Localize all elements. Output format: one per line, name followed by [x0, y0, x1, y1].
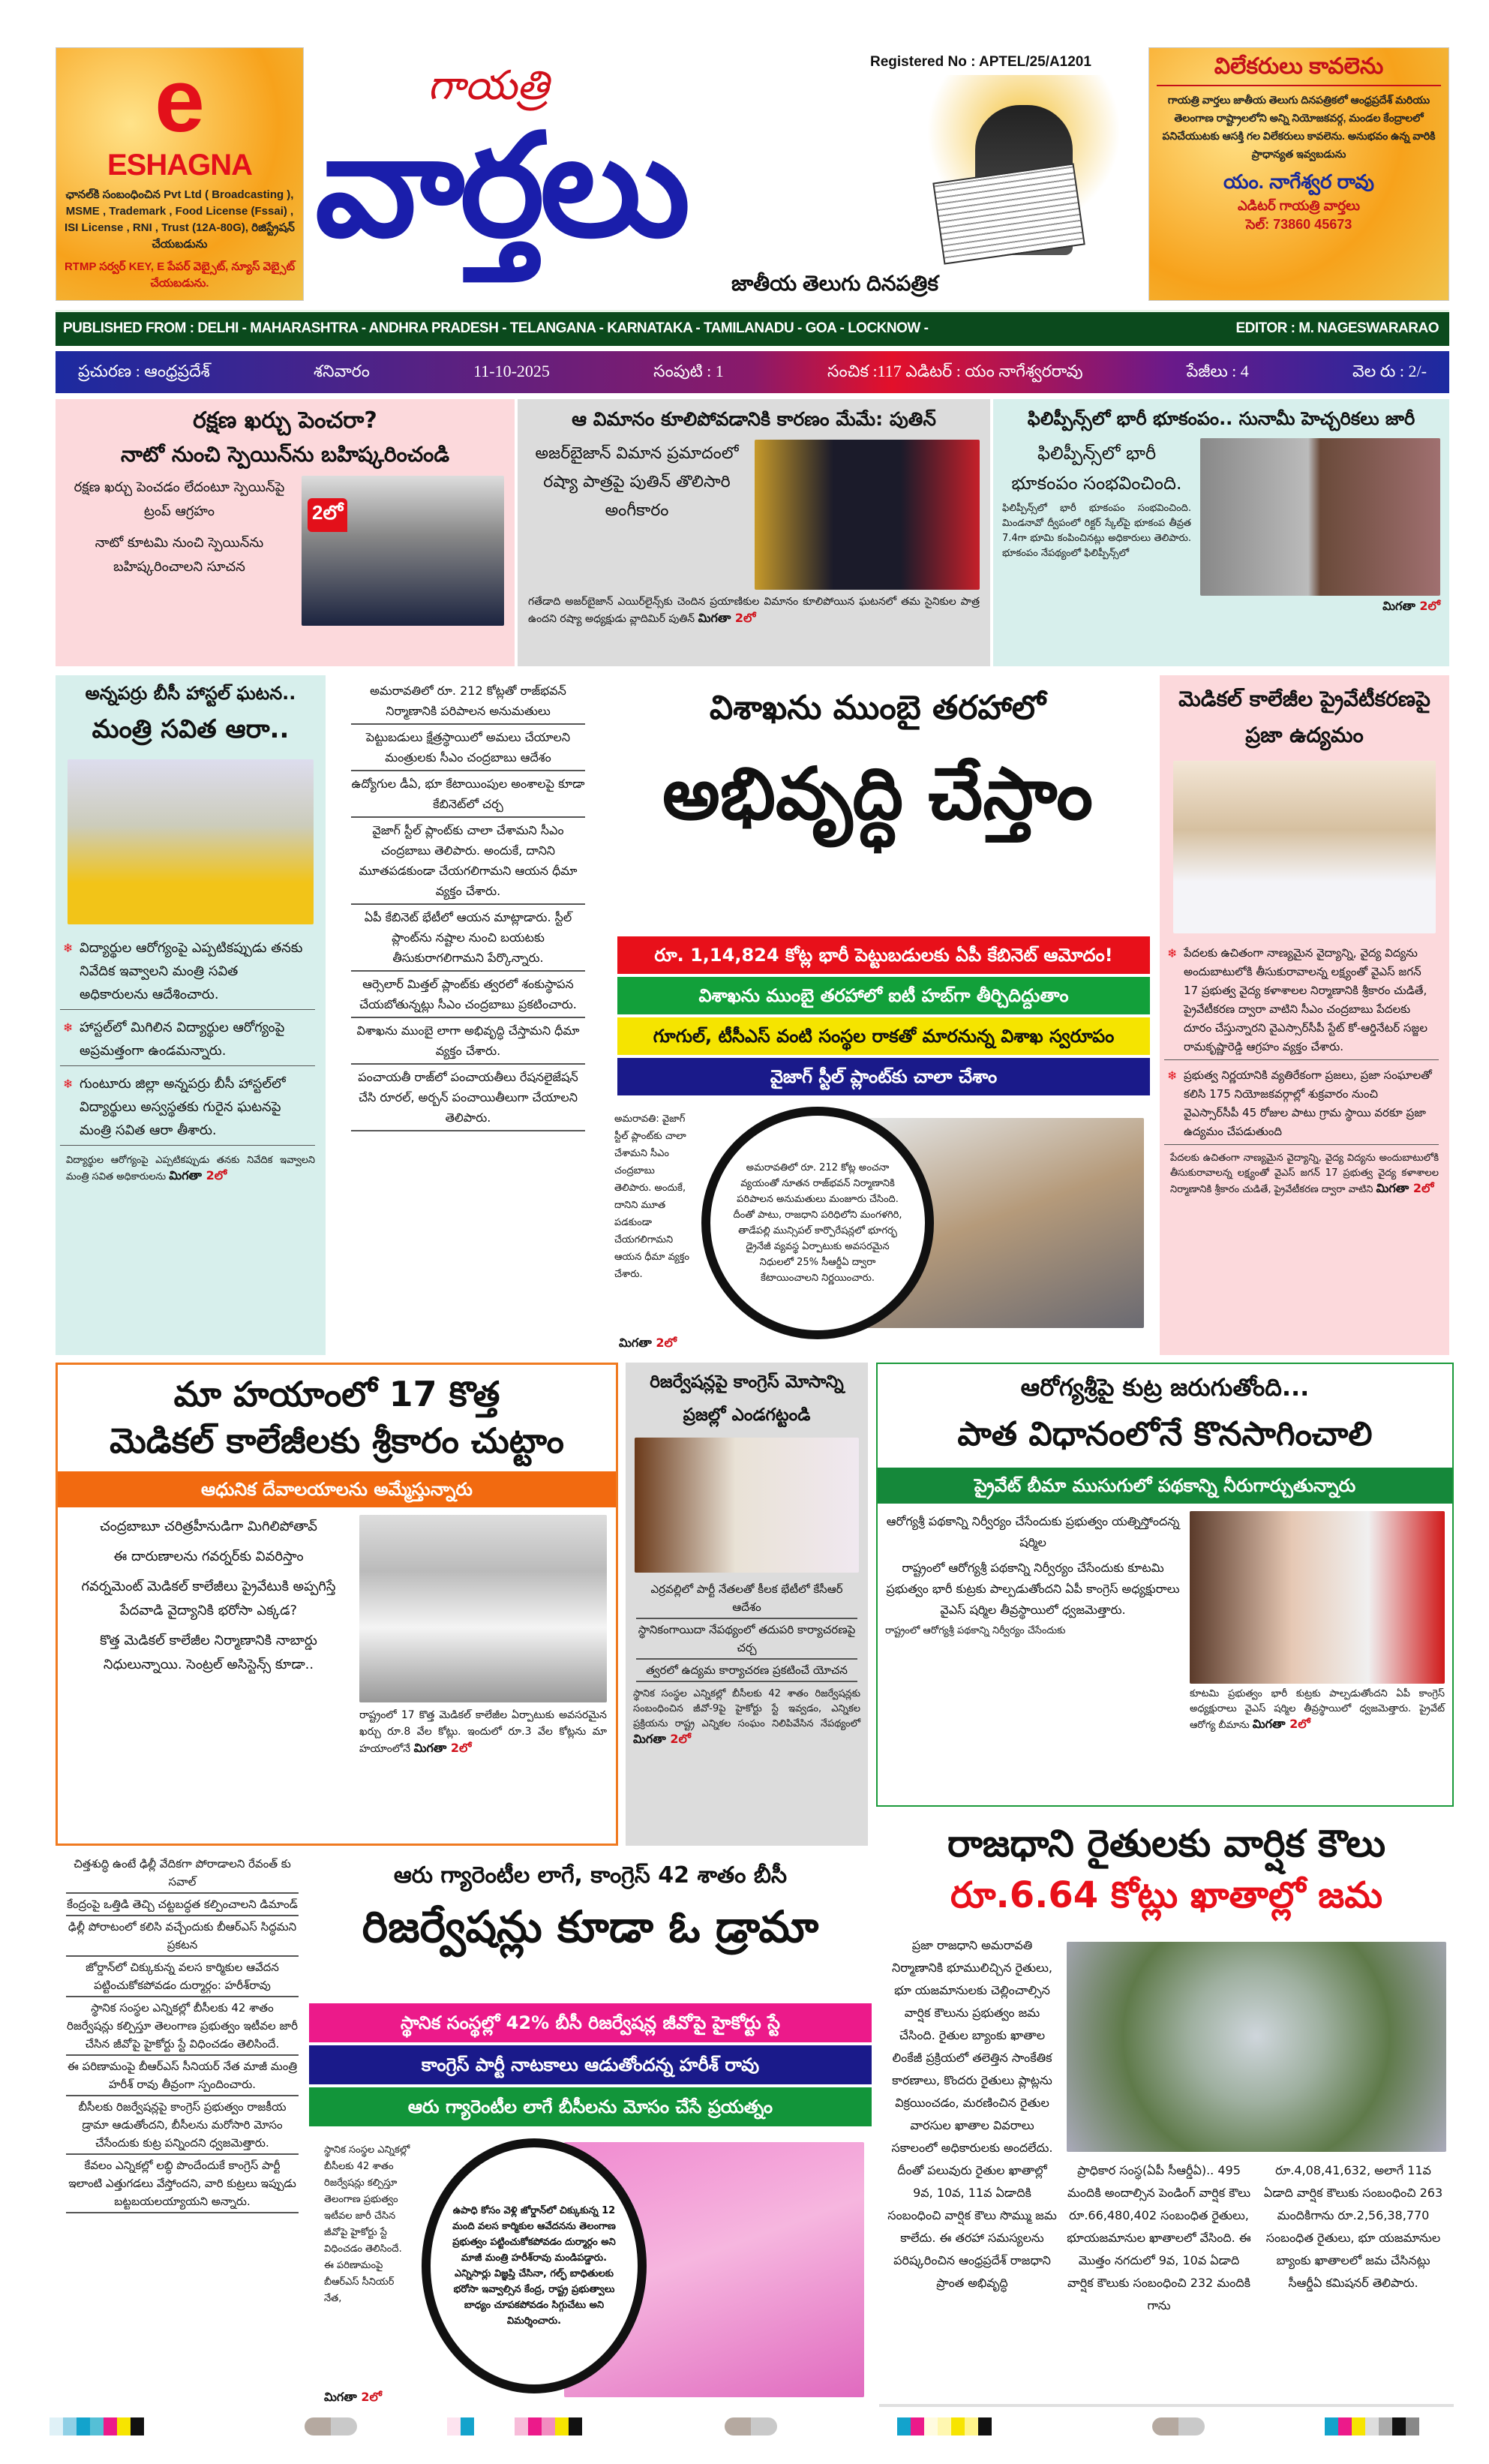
point: ఎర్రవల్లిలో పార్టీ నేతలతో కీలక భేటీలో కేసీఆర్ ఆదేశం [636, 1579, 857, 1619]
volume: సంపుటి : 1 [653, 362, 724, 380]
ad-title: విలేకరులు కావలెను [1157, 54, 1441, 86]
earthquake-photo [1200, 438, 1440, 596]
color-strip [50, 2417, 144, 2438]
article-jagan[interactable] [56, 1363, 618, 1846]
points [67, 1515, 350, 1757]
registration-pill [1152, 2417, 1205, 2435]
cabinet-point: ఏపీ కేబినెట్ భేటీలో ఆయన మాట్లాడారు. స్టీల్ ప్లాంట్‌ను నష్టాల నుంచి బయటకు తీసుకురాగలిగామని పేర్కొన్నారు. [351, 905, 585, 972]
subheadline-bar: ఆధునిక దేవాలయాలను అమ్మేస్తున్నారు [58, 1471, 616, 1507]
continued-link[interactable]: మిగతా 2లో [324, 2390, 382, 2404]
side-text: అమరావతి: వైజాగ్ స్టీల్ ప్లాంట్‌కు చాలా చేశామని సీఎం చంద్రబాబు తెలిపారు. అందుకే, దానిని మూత పడకుండా చేయగలిగామని ఆయన ధీమా వ్యక్తం చేశారు. [614, 1113, 690, 1280]
caption: కూటమి ప్రభుత్వం భారీ కుట్రకు పాల్పడుతోందని ఏపీ కాంగ్రెస్ అధ్యక్షురాలు వైఎస్ షర్మిల తీవ్రస్థాయిలో ధ్వజమెత్తారు. ప్రైవేట్ ఆరోగ్య బీమాను మిగతా 2లో [1190, 1688, 1445, 1731]
eshagna-brand: ESHAGNA [107, 149, 253, 182]
point: ఈ దారుణాలను గవర్నర్‌కు వివరిస్తాం [113, 1549, 304, 1564]
color-swatch [978, 2417, 992, 2435]
minister-photo [68, 759, 314, 924]
eshagna-ad[interactable] [56, 47, 304, 301]
color-swatch [131, 2417, 144, 2435]
harish-point: స్థానిక సంస్థల ఎన్నికల్లో బీసీలకు 42 శాతం రిజర్వేషన్లు కల్పిస్తూ తెలంగాణ ప్రభుత్వం ఇటీవల జారీ చేసిన జీవోపై హైకోర్టు స్టే విధించడం తెలిసిందే. [66, 1997, 299, 2056]
headline: రాజధాని రైతులకు వార్షిక కౌలు [947, 1822, 1386, 1865]
harish-point: కేవలం ఎన్నికల్లో లబ్ధి పొందేందుకే కాంగ్రెస్ పార్టీ ఇలాంటి ఎత్తుగడలు వేస్తోందని, వారి కుట్రలు ఇప్పుడు బట్టబయలయ్యాయని అన్నారు. [66, 2155, 299, 2213]
color-swatch [569, 2417, 582, 2435]
continued-link[interactable]: మిగతా 2లో [698, 611, 756, 625]
article-putin[interactable] [518, 399, 990, 666]
headline: రిజర్వేషన్లపై కాంగ్రెస్ మోసాన్ని ప్రజల్లో ఎండగట్టండి [650, 1372, 844, 1425]
highlight-bar-yellow: గూగుల్, టీసీఎస్ వంటి సంస్థల రాకతో మారనున్న విశాఖ స్వరూపం [617, 1017, 1150, 1055]
headline: నాటో నుంచి స్పెయిన్‌ను బహిష్కరించండి [120, 442, 450, 467]
headline: ఆ విమానం కూలిపోవడానికి కారణం మేమే: పుతిన్ [572, 408, 936, 430]
continued-link[interactable]: మిగతా 2లో [619, 1336, 677, 1350]
color-swatch [50, 2417, 63, 2435]
edition: ప్రచురణ : ఆంధ్రప్రదేశ్ [78, 362, 210, 380]
highlight-bars [309, 2003, 872, 2126]
weekday: శనివారం [314, 362, 370, 380]
highlight-bar-navy: వైజాగ్ స్టీల్ ప్లాంట్‌కు చాలా చేశాం [617, 1058, 1150, 1095]
circle-callout: అమరావతిలో రూ. 212 కోట్ల అంచనా వ్యయంతో నూతన రాజ్‌భవన్ నిర్మాణానికి పరిపాలన అనుమతులు మంజూరు చేసింది. దీంతో పాటు, రాజధాని పరిధిలోని మంగళగిరి, తాడేపల్లి మున్సిపల్ కార్పొరేషన్లలో భూగర్భ డ్రైనేజీ వ్యవస్థ ఏర్పాటుకు అవసరమైన నిధులలో 25% సీఆర్డీఏ ద్వారా కేటాయించాలని నిర్ణయించారు. [701, 1107, 934, 1339]
harish-point: ఈ పరిణామంపై బీఆర్ఎస్ సీనియర్ నేత మాజీ మంత్రి హరీశ్ రావు తీవ్రంగా స్పందించారు. [66, 2056, 299, 2096]
color-swatch [555, 2417, 569, 2435]
published-from: PUBLISHED FROM : DELHI - MAHARASHTRA - ANDHRA PRADESH - TELANGANA - KARNATAKA - TAMILANADU - GOA - LOCKNOW - [63, 320, 929, 336]
print-registration-strips [50, 2417, 1460, 2440]
headline: రిజర్వేషన్లు కూడా ఓ డ్రామా [362, 1901, 819, 1952]
cabinet-point: వైజాగ్ స్టీల్ ప్లాంట్‌కు చాలా చేశామని సీఎం చంద్రబాబు తెలిపారు. అందుకే, దానిని మూతపడకుండా చేయగలిగామని ఆయన ధీమా వ్యక్తం చేశారు. [351, 818, 585, 905]
price: వెల రు : 2/- [1352, 362, 1427, 380]
body-column-1: ప్రజా రాజధాని అమరావతి నిర్మాణానికి భూములిచ్చిన రైతులు, భూ యజమానులకు చెల్లించాల్సిన వార్షిక కౌలును ప్రభుత్వం జమ చేసింది. రైతుల బ్యాంకు ఖాతాల లింకేజీ ప్రక్రియలో తలెత్తిన సాంకేతిక కారణాలు, కొందరు రైతులు ప్లాట్లను విక్రయించడం, మరణించిన రైతుల వారసుల ఖాతాల వివరాలు సకాలంలో అధికారులకు అందలేదు. దీంతో పలువురు రైతుల ఖాతాల్లో 9వ, 10వ, 11వ ఏడాదికి సంబంధించి వార్షిక కౌలు సొమ్ము జమ కాలేదు. ఈ తరహా సమస్యలను పరిష్కరించిన ఆంధ్రప్రదేశ్ రాజధాని ప్రాంత అభివృద్ధి [887, 1938, 1057, 2290]
article-medical-colleges[interactable] [1160, 675, 1449, 1355]
point: గవర్నమెంట్ మెడికల్ కాలేజీలు ప్రైవేటుకి అప్పగిస్తే పేదవాడి వైద్యానికి భరోసా ఎక్కడ? [81, 1579, 336, 1618]
color-swatch [938, 2417, 951, 2435]
headline: మెడికల్ కాలేజీల ప్రైవేటీకరణపై ప్రజా ఉద్యమం [1178, 687, 1430, 747]
body [528, 594, 980, 627]
color-strip [1325, 2417, 1419, 2438]
sharmila-photo [1190, 1511, 1445, 1684]
bullet-point: ❄ హాస్టల్‌లో మిగిలిన విద్యార్థుల ఆరోగ్యంపై అప్రమత్తంగా ఉండమన్నారు. [60, 1013, 315, 1066]
lead-story-visakha[interactable] [604, 675, 1151, 1355]
putin-photo [755, 440, 980, 590]
bullet-point: ❄ విద్యార్థుల ఆరోగ్యంపై ఎప్పటికప్పుడు తనకు నివేదిక ఇవ్వాలని మంత్రి సవిత అధికారులను ఆదేశించారు. [60, 933, 315, 1010]
highlight-bars [617, 936, 1150, 1095]
bullet-point: ❄ ప్రభుత్వ నిర్ణయానికి వ్యతిరేకంగా ప్రజలు, ప్రజా సంఘాలతో కలిసి 175 నియోజకవర్గాల్లో శుక్రవారం నుంచి వైఎస్సార్‌సీపీ 45 రోజుల పాటు గ్రామ స్థాయి వరకూ ప్రజా ఉద్యమం చేపడుతుంది [1164, 1063, 1439, 1145]
ad-description-2: RTMP సర్వర్ KEY, E పేపర్ వెబ్సైట్, న్యూస్ వెబ్సైట్ చేయబడును. [64, 260, 296, 290]
body-text: ఫిలిప్పీన్స్‌లో భారీ భూకంపం సంభవించింది. మిండనావో ద్వీపంలో రిక్టర్ స్కేల్‌పై భూకంప తీవ్రత 7.4గా భూమి కంపించినట్లు అధికారులు తెలిపారు. భూకంపం నేపథ్యంలో ఫిలిప్పీన్స్‌లో [1002, 503, 1191, 559]
tagline: జాతీయ తెలుగు దినపత్రిక [731, 272, 938, 295]
color-swatch [542, 2417, 555, 2435]
eshagna-logo: e [155, 50, 205, 151]
color-swatch [528, 2417, 542, 2435]
kicker: అన్నపర్రు బీసీ హాస్టల్ ఘటన.. [85, 683, 296, 704]
subheadline: రూ.6.64 కోట్లు ఖాతాల్లో జమ [950, 1874, 1382, 1916]
harish-point: ఢిల్లీ పోరాటంలో కలిసి వచ్చేందుకు బీఆర్ఎస్ సిద్ధమని ప్రకటన [66, 1916, 299, 1957]
body: విద్యార్థుల ఆరోగ్యంపై ఎప్పటికప్పుడు తనకు నివేదిక ఇవ్వాలని మంత్రి సవిత అధికారులను మిగతా 2లో [66, 1155, 315, 1182]
body-text: గతేడాది అజర్‌బైజాన్ ఎయిర్‌లైన్స్‌కు చెందిన ప్రయాణికుల విమానం కూలిపోయిన ఘటనలో తమ సైనికుల పాత్ర ఉందని రష్యా అధ్యక్షుడు వ్లాదిమిర్ పుతిన్ [528, 596, 980, 625]
headline: మంత్రి సవిత ఆరా.. [92, 714, 290, 744]
color-swatch [90, 2417, 104, 2435]
article-savitha[interactable] [56, 675, 326, 1355]
body: పేదలకు ఉచితంగా నాణ్యమైన వైద్యాన్ని, వైద్య విద్యను అందుబాటులోకి తీసుకురావాలన్న లక్ష్యంతో వైఎస్ జగన్ 17 ప్రభుత్వ వైద్య కళాశాలల నిర్మాణానికి శ్రీకారం చుడితే, ప్రైవేటీకరణ ద్వారా వాటిని మిగతా 2లో [1170, 1152, 1439, 1195]
color-swatch [965, 2417, 978, 2435]
highlight-bar-green: ఆరు గ్యారెంటీల లాగే బీసీలను మోసం చేసే ప్రయత్నం [309, 2087, 872, 2126]
continued-link[interactable]: మిగతా 2లో [1382, 599, 1440, 613]
color-swatch [1338, 2417, 1352, 2435]
ad-body: గాయత్రి వార్తలు జాతీయ తెలుగు దినపత్రికలో ఆంధ్రప్రదేశ్ మరియు తెలంగాణ రాష్ట్రాలలోని అన్ని నియోజకవర్గ, మండల కేంద్రాలలో పనిచేయుటకు ఆసక్తి గల విలేకరులు కావలెను. అనుభవం ఉన్న వారికి ప్రాధాన్యత ఇవ్వబడును [1162, 94, 1436, 160]
harish-points-column [56, 1853, 309, 2408]
point: నాటో కూటమి నుంచి స్పెయిన్‌ను బహిష్కరించాలని సూచన [95, 535, 264, 575]
article-kcr[interactable] [626, 1363, 868, 1846]
dateline-bar [56, 351, 1449, 393]
body-text: రాష్ట్రంలో ఆరోగ్యశ్రీ పథకాన్ని నిర్వీర్యం చేసేందుకు [885, 1625, 1066, 1636]
point: త్వరలో ఉద్యమ కార్యాచరణ ప్రకటించే యోచన [636, 1660, 857, 1682]
point: రక్షణ ఖర్చు పెంచడం లేదంటూ స్పెయిన్‌పై ట్రంప్ ఆగ్రహం [74, 479, 285, 519]
color-swatch [1379, 2417, 1392, 2435]
cabinet-point: పంచాయతీ రాజ్‌లో పంచాయతీలు రేషనలైజేషన్ చేసి రూరల్, అర్బన్ పంచాయితీలుగా చేయాలని తెలిపారు. [351, 1065, 585, 1131]
color-strip [447, 2417, 474, 2438]
color-swatch [1392, 2417, 1406, 2435]
masthead-vaarthalu: వార్తలు [315, 109, 686, 266]
color-swatch [117, 2417, 131, 2435]
cabinet-point: పెట్టుబడులు క్షేత్రస్థాయిలో అమలు చేయాలని మంత్రులకు సీఎం చంద్రబాబు ఆదేశం [351, 725, 585, 771]
harish-point: జోర్డాన్‌లో చిక్కుకున్న వలస కార్మికుల ఆవేదన పట్టించుకోకపోవడం దుర్మార్గం: హరీశ్‌రావు [66, 1957, 299, 1997]
ad-contact-name: యం. నాగేశ్వర రావు [1223, 170, 1374, 193]
body-column-2: ప్రాధికార సంస్థ(ఏపీ సీఆర్డీఏ).. 495 మందికి అందాల్సిన పెండింగ్ వార్షిక కౌలు రూ.66,480,402 సంబంధిత రైతులు, భూయజమానుల ఖాతాలలో వేసింది. ఈ మొత్తం నగదులో 9వ, 10వ ఏడాది వార్షిక కౌలుకు సంబంధించి 232 మందికి గాను [1067, 2163, 1251, 2312]
registration-pill [305, 2417, 357, 2435]
reporters-wanted-ad[interactable] [1148, 47, 1449, 301]
bullet-point: ❄ గుంటూరు జిల్లా అన్నపర్రు బీసీ హాస్టల్‌లో విద్యార్థులు అస్వస్థతకు గురైన ఘటనపై మంత్రి సవిత ఆరా తీశారు. [60, 1069, 315, 1146]
masthead-gayatri: గాయత్రి [428, 63, 549, 108]
color-swatch [1365, 2417, 1379, 2435]
article-sharmila[interactable] [876, 1363, 1454, 1807]
point: చంద్రబాబూ చరిత్రహీనుడిగా మిగిలిపోతావ్ [100, 1519, 317, 1534]
kicker: రక్షణ ఖర్చు పెంచరా? [193, 407, 377, 434]
ad-contact-role: ఎడిటర్ గాయత్రి వార్తలు [1237, 198, 1361, 213]
side-text: స్థానిక సంస్థల ఎన్నికల్లో బీసీలకు 42 శాతం రిజర్వేషన్లు కల్పిస్తూ తెలంగాణ ప్రభుత్వం ఇటీవల జారీ చేసిన జీవోపై హైకోర్టు స్టే విధించడం తెలిసిందే. ఈ పరిణామంపై బీఆర్ఎస్ సీనియర్ నేత, [324, 2144, 410, 2304]
color-swatch [951, 2417, 965, 2435]
body: స్థానిక సంస్థల ఎన్నికల్లో బీసీలకు 42 శాతం రిజర్వేషన్లకు సంబంధించిన జీవో-9పై హైకోర్టు స్టే ఇవ్వడం, ఎన్నికల ప్రక్రియను రాష్ట్ర ఎన్నికల సంఘం నిలిపివేసిన నేపథ్యంలో మిగతా 2లో [633, 1688, 860, 1746]
registration-pill [725, 2417, 777, 2435]
kicker: ఆరోగ్యశ్రీపై కుట్ర జరుగుతోంది... [1020, 1373, 1310, 1402]
kicker: ఆరు గ్యారెంటీల లాగే, కాంగ్రెస్ 42 శాతం బీసీ [393, 1862, 788, 1889]
lead-headline: అభివృద్ధి చేస్తాం [662, 752, 1093, 836]
highlight-bar-green: విశాఖను ముంబై తరహాలో ఐటీ హబ్‌గా తీర్చిదిద్దుతాం [617, 977, 1150, 1014]
publication-bar [56, 310, 1449, 346]
cabinet-point: ఆర్సెలార్ మిత్తల్ ప్లాంట్‌కు త్వరలో శంకుస్థాపన చేయబోతున్నట్లు సీఎం చంద్రబాబు ప్రకటించారు. [351, 972, 585, 1018]
ad-description: ఛానల్‌కి సంబంధించిన Pvt Ltd ( Broadcasting ), MSME , Trademark , Food License (Fssai) , ISI License , RNI , Trust (12A-80G), రిజిస్ట్రేషన్ చేయబడును [65, 188, 295, 251]
cabinet-point: ఉద్యోగుల డీఏ, భూ కేటాయింపుల అంశాలపై కూడా కేబినెట్‌లో చర్చ [351, 771, 585, 818]
color-swatch [1352, 2417, 1365, 2435]
jagan-photo [359, 1515, 607, 1702]
article-philippines-quake[interactable] [993, 399, 1449, 666]
editor-name: EDITOR : M. NAGESWARARAO [1235, 320, 1439, 336]
point: రాష్ట్రంలో ఆరోగ్యశ్రీ పథకాన్ని నిర్వీర్యం చేసేందుకు కూటమి ప్రభుత్వం భారీ కుట్రకు పాల్పడుతోందని ఏపీ కాంగ్రెస్ అధ్యక్షురాలు వైఎస్ షర్మిల తీవ్రస్థాయిలో ధ్వజమెత్తారు. [886, 1561, 1180, 1617]
headline-line-1: మా హయాంలో 17 కొత్త [173, 1374, 500, 1414]
ad-contact-phone: సెల్: 73860 45673 [1245, 217, 1352, 232]
color-swatch [911, 2417, 924, 2435]
color-swatch [447, 2417, 461, 2435]
color-swatch [1325, 2417, 1338, 2435]
summary: అజర్‌బైజాన్ విమాన ప్రమాదంలో రష్యా పాత్రపై పుతిన్ తొలిసారి అంగీకారం [535, 444, 739, 520]
kicker: విశాఖను ముంబై తరహాలో [709, 689, 1046, 727]
circle-callout: ఉపాధి కోసం వెళ్లి జోర్డాన్‌లో చిక్కుకున్న 12 మంది వలస కార్మికుల ఆవేదనను తెలంగాణ ప్రభుత్వం పట్టించుకోకపోవడం దుర్మార్గం అని మాజీ మంత్రి హరీశ్‌రావు మండిపడ్డారు. ఎన్నిసార్లు విజ్ఞప్తి చేసినా, గల్ఫ్ బాధితులకు భరోసా ఇవ్వాల్సిన కేంద్ర, రాష్ట్ర ప్రభుత్వాలు బాధ్యం చూపకపోవడం సిగ్గుచేటు అని విమర్శించారు. [422, 2138, 647, 2393]
color-swatch [461, 2417, 474, 2435]
page-2-badge: 2లో [308, 498, 347, 532]
point: కొత్త మెడికల్ కాలేజీల నిర్మాణానికి నాబార్డు నిధులున్నాయి. సెంట్రల్ అసిస్టెన్స్ కూడా.. [100, 1633, 317, 1672]
color-swatch [63, 2417, 77, 2435]
color-strip [515, 2417, 582, 2438]
harish-point: బీసీలకు రిజర్వేషన్లపై కాంగ్రెస్ ప్రభుత్వం రాజకీయ డ్రామా ఆడుతోందని, బీసీలను మరోసారి మోసం చేసేందుకు కుట్ర పన్నిందని ధ్వజమెత్తారు. [66, 2096, 299, 2155]
points [885, 1511, 1181, 1733]
caption: రాష్ట్రంలో 17 కొత్త మెడికల్ కాలేజీల ఏర్పాటుకు అవసరమైన ఖర్చు రూ.8 వేల కోట్లు. ఇందులో రూ.3 వేల కోట్లను మా హయాంలోనే మిగతా 2లో [359, 1709, 607, 1755]
cabinet-points-column [341, 675, 596, 1355]
color-swatch [515, 2417, 528, 2435]
article-capital-farmers[interactable] [879, 1814, 1454, 2407]
highlight-bar-red: రూ. 1,14,824 కోట్ల భారీ పెట్టుబడులకు ఏపీ కేబినెట్ ఆమోదం! [617, 936, 1150, 974]
issue-editor: సంచిక :117 ఎడిటర్ : యం నాగేశ్వరరావు [827, 362, 1083, 380]
color-strip [897, 2417, 992, 2438]
headline-line-2: మెడికల్ కాలేజీలకు శ్రీకారం చుట్టాం [110, 1420, 564, 1461]
sajjala-photo [1173, 761, 1436, 933]
newspaper-reader-illustration [908, 75, 1140, 263]
highlight-bar-navy: కాంగ్రెస్ పార్టీ నాటకాలు ఆడుతోందన్న హరీశ్ రావు [309, 2045, 872, 2084]
color-swatch [897, 2417, 911, 2435]
color-swatch [924, 2417, 938, 2435]
points [66, 476, 293, 626]
summary: ఫిలిప్పీన్స్‌లో భారీ భూకంపం సంభవించింది. [1011, 443, 1182, 494]
registration-number: Registered No : APTEL/25/A1201 [870, 54, 1091, 70]
color-swatch [77, 2417, 90, 2435]
highlight-bar-pink: స్థానిక సంస్థల్లో 42% బీసీ రిజర్వేషన్ల జీవోపై హైకోర్టు స్టే [309, 2003, 872, 2042]
article-harish-rao[interactable] [309, 1853, 872, 2408]
cabinet-point: అమరావతిలో రూ. 212 కోట్లతో రాజ్‌భవన్ నిర్మాణానికి పరిపాలన అనుమతులు [351, 678, 585, 725]
subheadline-bar: ప్రైవేట్ బీమా ముసుగులో పథకాన్ని నీరుగార్చుతున్నారు [878, 1468, 1452, 1504]
harish-point: చిత్తశుద్ధి ఉంటే ఢిల్లీ వేదికగా పోరాడాలని రేవంత్ కు సవాల్ [66, 1853, 299, 1894]
pages: పేజీలు : 4 [1186, 362, 1249, 380]
trump-photo [302, 476, 504, 626]
date: 11-10-2025 [473, 362, 550, 380]
point: స్థానికంగాయిదా నేపథ్యంలో తదుపరి కార్యాచరణపై చర్చ [636, 1619, 857, 1660]
color-swatch [104, 2417, 117, 2435]
article-spain-nato[interactable] [56, 399, 515, 666]
point: ఆరోగ్యశ్రీ పథకాన్ని నిర్వీర్యం చేసేందుకు ప్రభుత్వం యత్నిస్తోందన్న షర్మిల [886, 1514, 1180, 1549]
body-column-3: రూ.4,08,41,632, అలాగే 11వ ఏడాది వార్షిక కౌలుకు సంబంధించి 263 మందికిగాను రూ.2,56,38,770 సంబంధిత రైతులు, భూ యజమానుల బ్యాంకు ఖాతాలలో జమ చేసినట్లు సీఆర్డీఏ కమిషనర్ తెలిపారు. [1263, 2163, 1443, 2290]
kcr-photo [635, 1438, 859, 1573]
color-swatch [1406, 2417, 1419, 2435]
headline: ఫిలిప్పీన్స్‌లో భారీ భూకంపం.. సునామీ హెచ్చరికలు జారీ [1027, 408, 1415, 429]
bullet-point: ❄ పేదలకు ఉచితంగా నాణ్యమైన వైద్యాన్ని, వైద్య విద్యను అందుబాటులోకి తీసుకురావాలన్న లక్ష్యంతో వైఎస్ జగన్ 17 ప్రభుత్వ వైద్య కళాశాలల నిర్మాణానికి శ్రీకారం చుడితే, ప్రైవేటీకరణ ద్వారా వాటిని సీఎం చంద్రబాబు పేదలకు దూరం చేస్తున్నారని వైఎస్సార్‌సీపీ స్టేట్ కో-ఆర్డినేటర్ సజ్జల రామకృష్ణారెడ్డి ఆగ్రహం వ్యక్తం చేశారు. [1164, 941, 1439, 1060]
headline: పాత విధానంలోనే కొనసాగించాలి [957, 1415, 1373, 1453]
amaravati-aerial-photo [1067, 1942, 1446, 2152]
harish-point: కేంద్రంపై ఒత్తిడి తెచ్చి చట్టబద్ధత కల్పించాలని డిమాండ్ [66, 1894, 299, 1916]
cabinet-point: విశాఖను ముంబై లాగా అభివృద్ధి చేస్తామని ధీమా వ్యక్తం చేశారు. [351, 1018, 585, 1065]
